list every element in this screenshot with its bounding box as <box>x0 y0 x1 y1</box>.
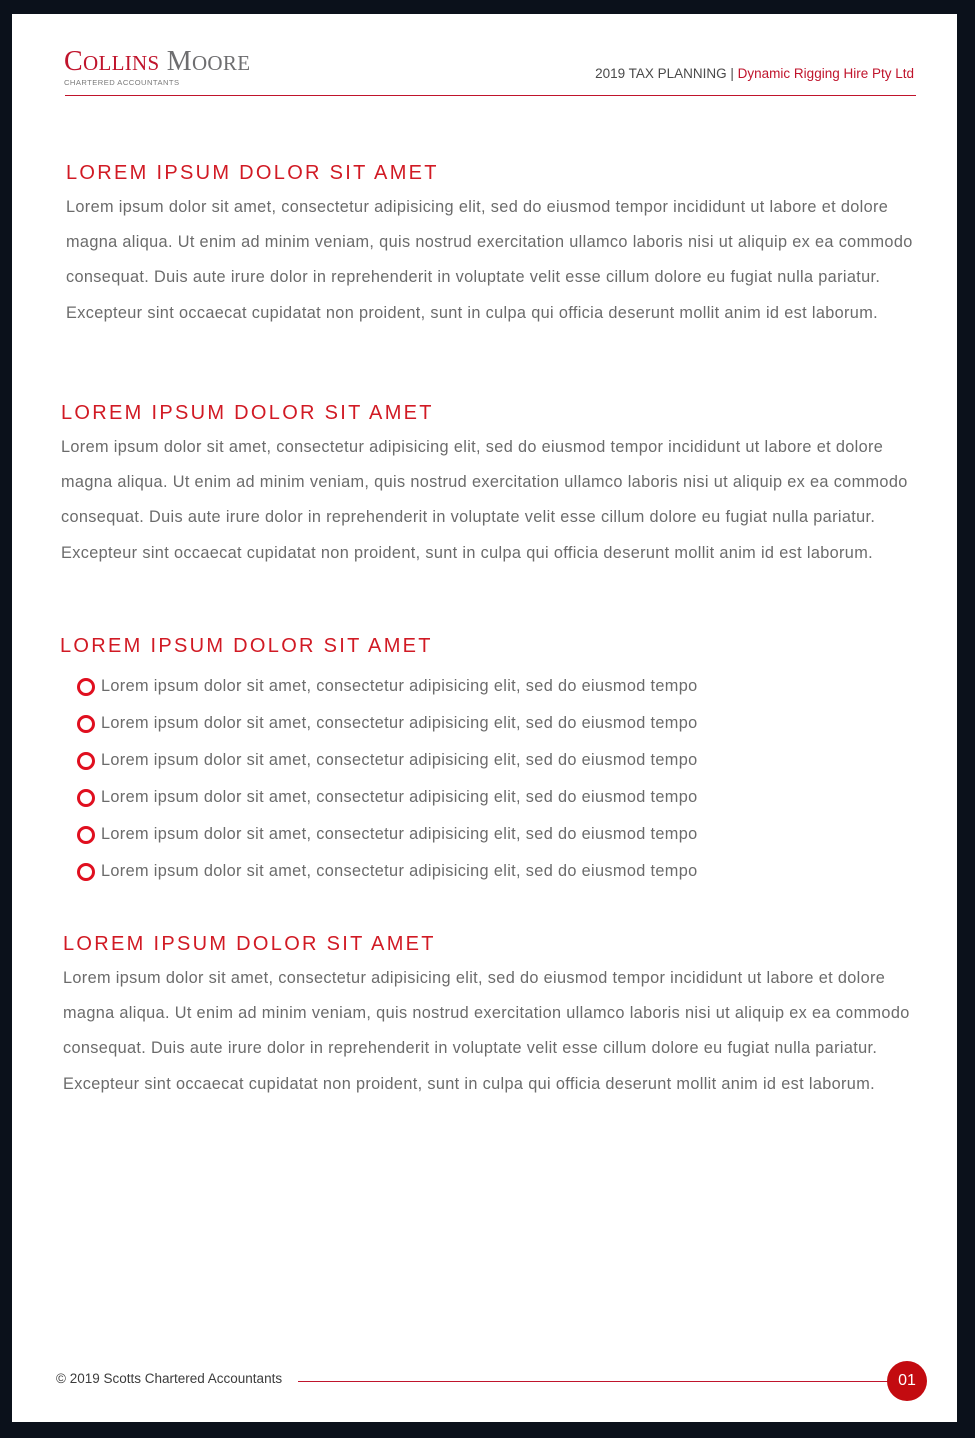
section-paragraph: Lorem ipsum dolor sit amet, consectetur adipisicing elit, sed do eiusmod tempor incididunt ut labore et dolore magna aliqua. Ut enim ad minim veniam, quis nostrud exercitation ullamco laboris nisi ut aliquip ex ea commodo consequat. Duis aute irure dolor in reprehenderit in voluptate velit esse cillum dolore eu fugiat nulla pariatur. Excepteur sint occaecat cupidatat non proident, sunt in culpa qui officia deserunt mollit anim id est laborum. <box>66 198 913 322</box>
doc-title: 2019 TAX PLANNING <box>595 66 727 81</box>
list-item-text: Lorem ipsum dolor sit amet, consectetur adipisicing elit, sed do eiusmod tempo <box>101 751 698 769</box>
bullet-ring-icon <box>77 752 95 770</box>
logo-initial-m: M <box>166 46 192 77</box>
header-meta <box>595 66 914 81</box>
bullet-ring-icon <box>77 863 95 881</box>
list-item-text: Lorem ipsum dolor sit amet, consectetur adipisicing elit, sed do eiusmod tempo <box>101 714 698 732</box>
section-heading: LOREM IPSUM DOLOR SIT AMET <box>66 162 439 184</box>
bullet-ring-icon <box>77 789 95 807</box>
page-number-badge: 01 <box>887 1361 927 1401</box>
section-4 <box>63 932 923 1102</box>
section-heading: LOREM IPSUM DOLOR SIT AMET <box>60 635 433 657</box>
footer-divider <box>298 1381 888 1382</box>
list-item <box>60 816 698 853</box>
bullet-ring-icon <box>77 715 95 733</box>
list-item-text: Lorem ipsum dolor sit amet, consectetur adipisicing elit, sed do eiusmod tempo <box>101 677 698 695</box>
logo-word-collins: OLLINS <box>82 51 160 75</box>
list-item <box>60 779 698 816</box>
header-divider <box>65 95 916 96</box>
logo-tagline: CHARTERED ACCOUNTANTS <box>64 78 180 87</box>
bullet-ring-icon <box>77 826 95 844</box>
section-paragraph: Lorem ipsum dolor sit amet, consectetur adipisicing elit, sed do eiusmod tempor incididunt ut labore et dolore magna aliqua. Ut enim ad minim veniam, quis nostrud exercitation ullamco laboris nisi ut aliquip ex ea commodo consequat. Duis aute irure dolor in reprehenderit in voluptate velit esse cillum dolore eu fugiat nulla pariatur. Excepteur sint occaecat cupidatat non proident, sunt in culpa qui officia deserunt mollit anim id est laborum. <box>63 969 910 1093</box>
section-2 <box>61 401 921 571</box>
list-item-text: Lorem ipsum dolor sit amet, consectetur adipisicing elit, sed do eiusmod tempo <box>101 788 698 806</box>
header-separator: | <box>730 66 734 81</box>
list-item <box>60 705 698 742</box>
section-paragraph: Lorem ipsum dolor sit amet, consectetur adipisicing elit, sed do eiusmod tempor incididunt ut labore et dolore magna aliqua. Ut enim ad minim veniam, quis nostrud exercitation ullamco laboris nisi ut aliquip ex ea commodo consequat. Duis aute irure dolor in reprehenderit in voluptate velit esse cillum dolore eu fugiat nulla pariatur. Excepteur sint occaecat cupidatat non proident, sunt in culpa qui officia deserunt mollit anim id est laborum. <box>61 438 908 562</box>
list-item <box>60 853 698 890</box>
section-heading: LOREM IPSUM DOLOR SIT AMET <box>61 402 434 424</box>
logo-wordmark <box>64 48 250 77</box>
bullet-ring-icon <box>77 678 95 696</box>
list-item <box>60 668 698 705</box>
section-3 <box>60 634 698 890</box>
section-1 <box>66 161 926 331</box>
logo-word-moore: OORE <box>191 51 251 75</box>
list-item <box>60 742 698 779</box>
client-name: Dynamic Rigging Hire Pty Ltd <box>737 66 914 81</box>
section-heading: LOREM IPSUM DOLOR SIT AMET <box>63 933 436 955</box>
collins-moore-logo <box>64 48 250 87</box>
logo-initial-c: C <box>64 46 83 77</box>
list-item-text: Lorem ipsum dolor sit amet, consectetur adipisicing elit, sed do eiusmod tempo <box>101 825 698 843</box>
footer-copyright: © 2019 Scotts Chartered Accountants <box>56 1371 283 1386</box>
list-item-text: Lorem ipsum dolor sit amet, consectetur adipisicing elit, sed do eiusmod tempo <box>101 862 698 880</box>
document-page <box>12 14 957 1422</box>
bullet-list <box>60 668 698 890</box>
